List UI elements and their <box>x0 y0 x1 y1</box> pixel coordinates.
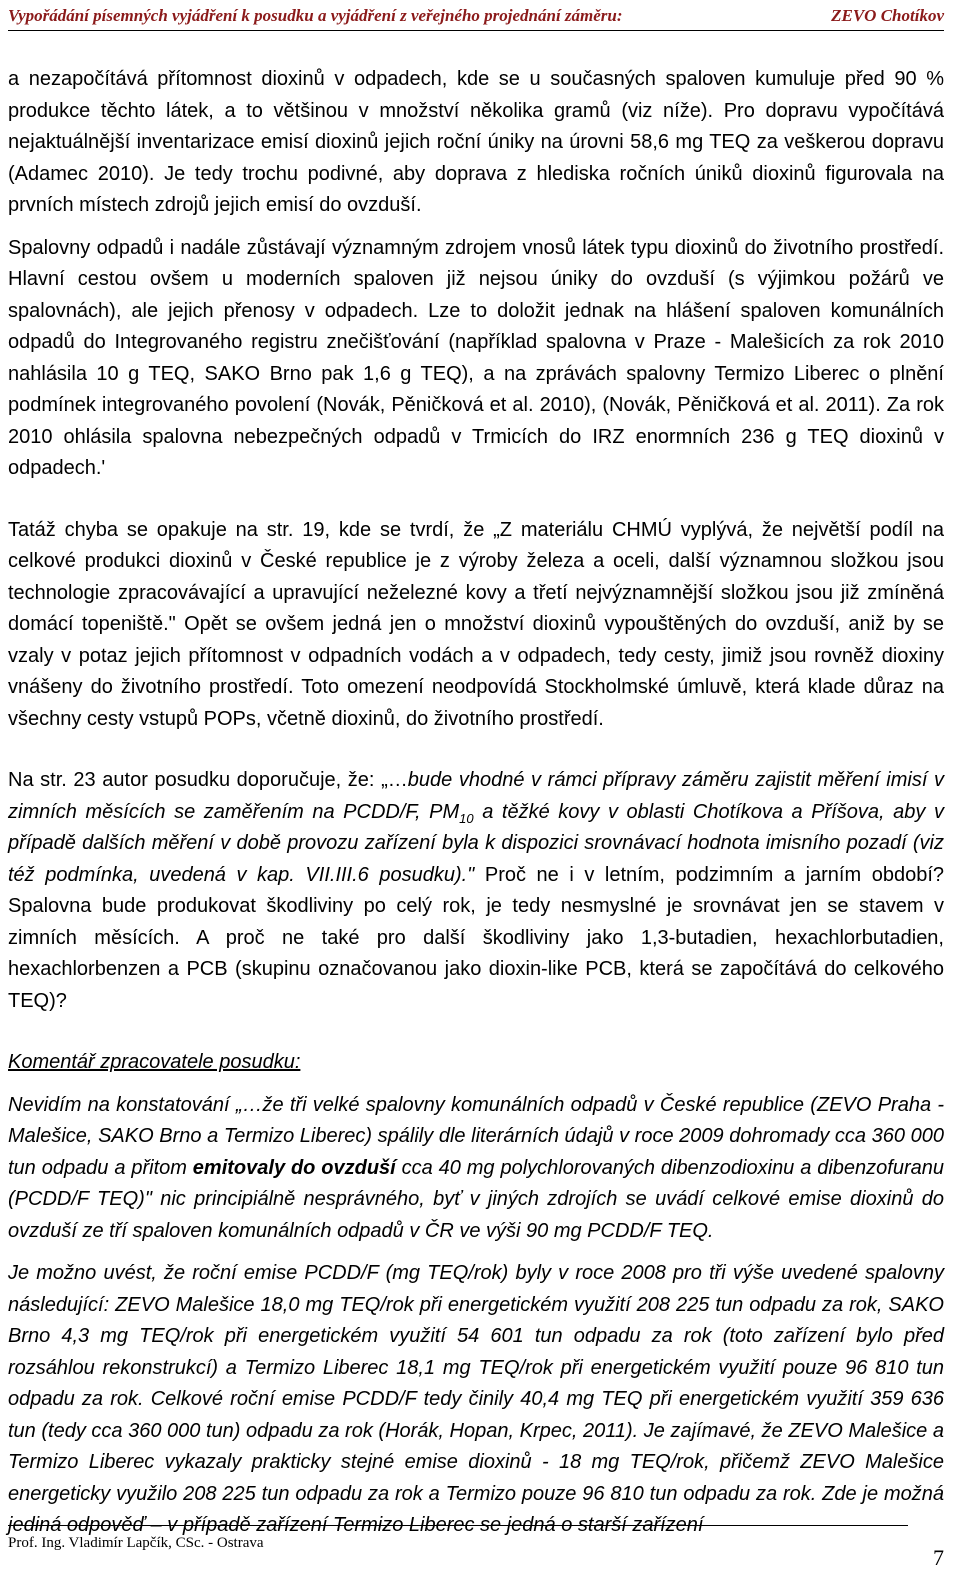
paragraph-1: a nezapočítává přítomnost dioxinů v odpadech, kde se u současných spaloven kumuluje před 90 % produkce těchto látek, a to většinou v množství několika gramů (viz níže). Pro dopravu vypočítává nejaktuálnější inventarizace emisí dioxinů jejich roční úniky na úrovni 58,6 mg TEQ za veškerou dopravu (Adamec 2010). Je tedy trochu podivné, aby doprava z hlediska ročních úniků dioxinů figurovala na prvních místech zdrojů jejich emisí do ovzduší. <box>8 68 944 216</box>
paragraph-4-rest: Proč ne i v letním, podzimním a jarním období? Spalovna bude produkovat škodliviny po celý rok, je tedy nesmyslné je srovnávat jen se stavem v zimních měsících. A proč ne také pro další škodliviny jako 1,3-butadien, hexachlorbutadien, hexachlorbenzen a PCB (skupinu označovanou jako dioxin-like PCB, která se započítává do celkového TEQ)? <box>8 863 945 1012</box>
paragraph-2: Spalovny odpadů i nadále zůstávají významným zdrojem vnosů látek typu dioxinů do životního prostředí. Hlavní cestou ovšem u moderních spaloven již nejsou úniky do ovzduší (s výjimkou požárů ve spalovnách), ale jejich přenosy v odpadech. Lze to doložit jednak na hlášení spaloven komunálních odpadů do Integrovaného registru znečišťování (například spalovna v Praze - Malešicích za rok 2010 nahlásila 10 g TEQ, SAKO Brno pak 1,6 g TEQ), a na zprávách spalovny Termizo Liberec o plnění podmínek integrovaného povolení (Novák, Pěničková et al. 2010), (Novák, Pěničková et al. 2011). Za rok 2010 ohlásila spalovna nebezpečných odpadů v Trmicích do IRZ enormních 236 g TEQ dioxinů v odpadech.' <box>8 236 944 479</box>
comment-1-a: Nevidím na konstatování „…že tři velké spalovny komunálních odpadů v České republice (ZEVO Praha - Malešice, SAKO Brno a Termizo Liberec) spálily dle literárních údajů v roce 2009 dohromady cca 360 000 tun odpadu a přitom <box>8 1093 944 1179</box>
paragraph-4-quote-a: bude vhodné v rámci přípravy záměru zajistit měření imisí v zimních měsících se zaměřením na PCDD/F, PM <box>8 769 944 823</box>
footer-divider <box>8 1525 908 1526</box>
comment-heading: Komentář zpracovatele posudku: <box>8 1051 301 1073</box>
pm-subscript: 10 <box>459 810 474 826</box>
page-number: 7 <box>933 1545 944 1570</box>
comment-paragraph-2: Je možno uvést, že roční emise PCDD/F (mg TEQ/rok) byly v roce 2008 pro tři výše uvedené spalovny následující: ZEVO Malešice 18,0 mg TEQ/rok při energetickém využití 208 225 tun odpadu za rok, SAKO Brno 4,3 mg TEQ/rok při energetickém využití 54 601 tun odpadu za rok (toto zařízení bylo před rozsáhlou rekonstrukcí) a Termizo Liberec 18,1 mg TEQ/rok při energetickém využití pouze 96 810 tun odpadu za rok. Celkové roční emise PCDD/F tedy činily 40,4 mg TEQ při energetickém využití 359 636 tun (tedy cca 360 000 tun) odpadu za rok (Horák, Hopan, Krpec, 2011). Je zajímavé, že ZEVO Malešice a Termizo Liberec vykazaly prakticky stejné emise dioxinů - 18 mg TEQ/rok, přičemž ZEVO Malešice energeticky využilo 208 225 tun odpadu za rok a Termizo pouze 96 810 tun odpadu za rok. Zde je možná jediná odpověď – v případě zařízení Termizo Liberec se jedná o starší zařízení <box>8 1262 944 1536</box>
comment-paragraph-1 <box>8 1090 944 1248</box>
paragraph-4 <box>8 765 944 1017</box>
header-divider <box>8 30 944 31</box>
header-title: Vypořádání písemných vyjádření k posudku a vyjádření z veřejného projednání záměru: <box>8 6 623 25</box>
document-body <box>8 64 944 1553</box>
paragraph-4-intro: Na str. 23 autor posudku doporučuje, že: „… <box>8 769 408 791</box>
page-header <box>8 6 944 36</box>
footer-author: Prof. Ing. Vladimír Lapčík, CSc. - Ostrava <box>8 1535 264 1551</box>
header-project-name: ZEVO Chotíkov <box>831 6 944 25</box>
page-footer <box>8 1525 944 1585</box>
comment-1-c: cca 40 mg polychlorovaných dibenzodioxinu a dibenzofuranu (PCDD/F TEQ)" nic principiálně nesprávného, byť v jiných zdrojích se uvádí celkové emise dioxinů do ovzduší ze tří spaloven komunálních odpadů v ČR ve výši 90 mg PCDD/F TEQ. <box>8 1156 944 1242</box>
paragraph-3: Tatáž chyba se opakuje na str. 19, kde se tvrdí, že „Z materiálu CHMÚ vyplývá, že největší podíl na celkové produkci dioxinů v České republice je z výroby železa a oceli, další významnou složkou jsou technologie zpracovávající a upravující neželezné kovy a třetí nejvýznamnější složkou jsou již zmíněná domácí topeniště." Opět se ovšem jedná jen o množství dioxinů vypouštěných do ovzduší, aniž by se vzaly v potaz jejich přítomnost v odpadních vodách a v odpadech, tedy cesty, jimiž jsou rovněž dioxiny vnášeny do životního prostředí. Toto omezení neodpovídá Stockholmské úmluvě, která klade důraz na všechny cesty vstupů POPs, včetně dioxinů, do životního prostředí. <box>8 518 944 730</box>
paragraph-4-quote-b: a těžké kovy v oblasti Chotíkova a Příšova, aby v případě dalších měření v době provozu zařízení byla k dispozici srovnávací hodnota imisního pozadí (viz též podmínka, uvedená v kap. VII.III.6 posudku)." <box>8 800 944 886</box>
comment-1-emphasis: emitovaly do ovzduší <box>192 1156 396 1179</box>
